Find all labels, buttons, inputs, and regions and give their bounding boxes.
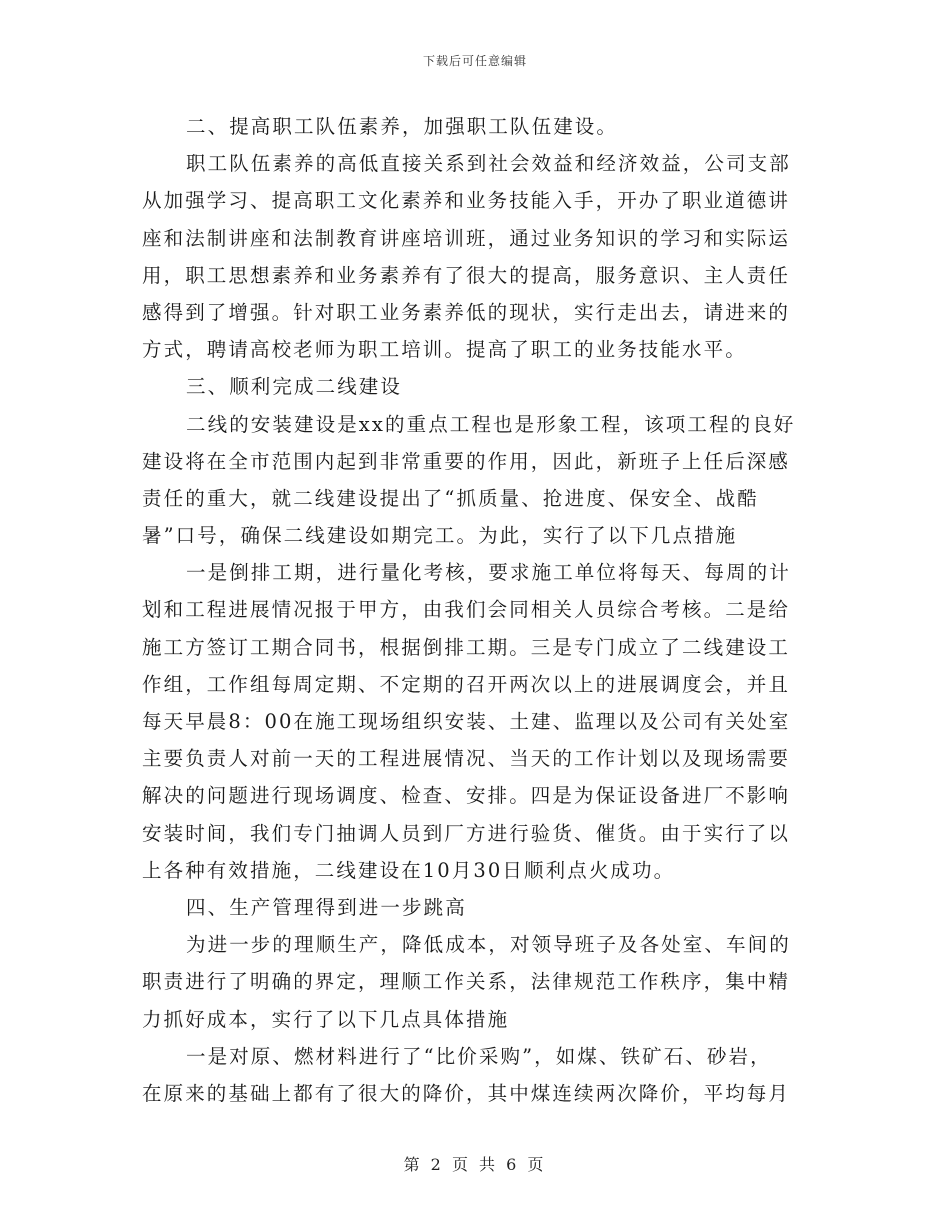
text-line: 作组，工作组每周定期、不定期的召开两次以上的进展调度会，并且 <box>142 672 791 696</box>
text-line: 上各种有效措施，二线建设在10月30日顺利点火成功。 <box>142 858 676 882</box>
text-line: 建设将在全市范围内起到非常重要的作用，因此，新班子上任后深感 <box>142 449 791 473</box>
text-line: 四、生产管理得到进一步跳高 <box>186 895 467 919</box>
text-line: 感得到了增强。针对职工业务素养低的现状，实行走出去，请进来的 <box>142 300 791 324</box>
text-line: 二线的安装建设是xx的重点工程也是形象工程，该项工程的良好 <box>186 412 796 436</box>
page-footer: 第 2 页 共 6 页 <box>403 1155 547 1174</box>
text-line: 从加强学习、提高职工文化素养和业务技能入手，开办了职业道德讲 <box>142 189 791 213</box>
text-line: 在原来的基础上都有了很大的降价，其中煤连续两次降价，平均每月 <box>142 1081 791 1105</box>
text-line: 用，职工思想素养和业务素养有了很大的提高，服务意识、主人责任 <box>142 263 791 287</box>
document-body <box>142 108 807 1112</box>
text-line: 主要负责人对前一天的工程进展情况、当天的工作计划以及现场需要 <box>142 747 791 771</box>
text-line: 责任的重大，就二线建设提出了“抓质量、抢进度、保安全、战酷 <box>142 486 759 510</box>
text-line: 座和法制讲座和法制教育讲座培训班，通过业务知识的学习和实际运 <box>142 226 791 250</box>
text-line: 力抓好成本，实行了以下几点具体措施 <box>142 1007 510 1031</box>
text-line: 二、提高职工队伍素养，加强职工队伍建设。 <box>186 115 619 138</box>
text-line: 划和工程进展情况报于甲方，由我们会同相关人员综合考核。二是给 <box>142 598 791 622</box>
text-line: 施工方签订工期合同书，根据倒排工期。三是专门成立了二线建设工 <box>142 635 791 659</box>
text-line: 一是倒排工期，进行量化考核，要求施工单位将每天、每周的计 <box>186 561 791 585</box>
text-line: 方式，聘请高校老师为职工培训。提高了职工的业务技能水平。 <box>142 338 747 362</box>
text-line: 安装时间，我们专门抽调人员到厂方进行验货、催货。由于实行了以 <box>142 821 791 845</box>
text-line: 每天早晨8：00在施工现场组织安装、土建、监理以及公司有关处室 <box>142 710 791 733</box>
text-line: 职责进行了明确的界定，理顺工作关系，法律规范工作秩序，集中精 <box>142 970 791 994</box>
text-line: 暑”口号，确保二线建设如期完工。为此，实行了以下几点措施 <box>142 524 738 548</box>
text-line: 一是对原、燃材料进行了“比价采购”，如煤、铁矿石、砂岩， <box>186 1044 772 1068</box>
page-header: 下载后可任意编辑 <box>422 54 527 68</box>
text-line: 为进一步的理顺生产，降低成本，对领导班子及各处室、车间的 <box>186 933 791 957</box>
text-line: 三、顺利完成二线建设 <box>186 375 403 399</box>
text-line: 职工队伍素养的高低直接关系到社会效益和经济效益，公司支部 <box>186 152 791 176</box>
text-line: 解决的问题进行现场调度、检查、安排。四是为保证设备进厂不影响 <box>142 784 791 808</box>
